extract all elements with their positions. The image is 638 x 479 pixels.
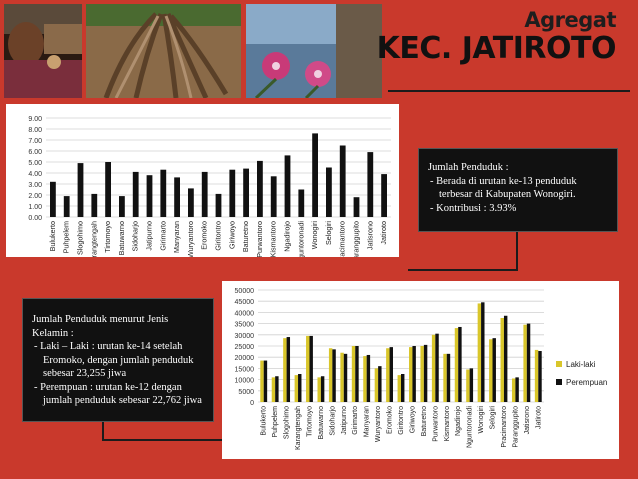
bar-perempuan-giritontro xyxy=(401,374,404,402)
bar-perempuan-selogiri xyxy=(493,338,496,402)
legend-label: Perempuan xyxy=(566,378,608,387)
bar-laki-wonogiri xyxy=(478,303,481,402)
x-tick-label: Slogohimo xyxy=(75,221,85,255)
x-tick-label: Jatisrono xyxy=(365,221,375,251)
bar-paranggupito xyxy=(354,197,360,217)
y-tick-label: 3.00 xyxy=(28,182,42,189)
chart-panel-total xyxy=(6,104,399,257)
bar-perempuan-eromoko xyxy=(390,347,393,402)
bar-puhpelem xyxy=(64,196,70,217)
y-tick-label: 20000 xyxy=(234,355,254,363)
x-tick-label: Slogohimo xyxy=(283,406,291,440)
y-tick-label: 10000 xyxy=(234,377,254,385)
x-tick-label: Tirtomoyo xyxy=(306,406,314,437)
info-total-bullet-2: - Kontribusi : 3.93% xyxy=(430,202,517,214)
bar-laki-ngadirojo xyxy=(455,328,458,402)
bar-pracimantoro xyxy=(340,146,346,218)
x-tick-label: Batuwarno xyxy=(317,406,325,440)
bar-laki-puhpelem xyxy=(272,377,275,402)
y-tick-label: 15000 xyxy=(234,366,254,374)
bar-purwantoro xyxy=(257,161,263,217)
bar-giriwoyo xyxy=(229,170,235,217)
x-tick-label: Giritontro xyxy=(213,221,223,251)
bar-laki-karangtengah xyxy=(295,375,298,402)
info-total-heading: Jumlah Penduduk : xyxy=(428,162,509,173)
bar-perempuan-tirtomoyo xyxy=(309,336,312,402)
bar-perempuan-nguntoronadi xyxy=(470,368,473,402)
woman-portrait-photo xyxy=(4,4,82,98)
y-tick-label: 0.00 xyxy=(28,215,42,222)
x-tick-label: Purwantoro xyxy=(254,221,264,257)
bar-laki-slogohimo xyxy=(283,338,286,402)
x-tick-label: Jatisrono xyxy=(523,406,531,435)
chart-population-by-gender xyxy=(222,281,619,459)
bar-laki-giriwoyo xyxy=(409,347,412,402)
connector-top xyxy=(408,232,517,270)
pink-flowers-photo xyxy=(246,4,382,98)
x-tick-label: Karangtengah xyxy=(89,221,99,257)
x-tick-label: Ngadirojo xyxy=(455,406,463,436)
chart-panel-gender xyxy=(222,281,619,459)
x-tick-label: Pracimantoro xyxy=(337,221,347,257)
bar-perempuan-jatisrono xyxy=(527,324,530,402)
x-tick-label: Nguntoronadi xyxy=(466,406,474,449)
legend-label: Laki-laki xyxy=(566,360,596,369)
y-tick-label: 8.00 xyxy=(28,127,42,134)
title-underline xyxy=(388,90,630,92)
x-tick-label: Bulukerto xyxy=(260,406,268,436)
x-tick-label: Girimarto xyxy=(158,221,168,251)
x-tick-label: Sidoharjo xyxy=(329,406,337,436)
bar-slogohimo xyxy=(78,163,84,217)
x-tick-label: Giriwoyo xyxy=(227,220,237,249)
bar-perempuan-batuwarno xyxy=(321,376,324,402)
bar-laki-giritontro xyxy=(398,375,401,402)
connector-bottom xyxy=(103,422,222,440)
x-tick-label: Giritontro xyxy=(398,406,405,435)
bar-ngadirojo xyxy=(285,155,291,217)
bar-perempuan-puhpelem xyxy=(275,376,278,402)
y-tick-label: 0 xyxy=(250,400,254,407)
bar-giritontro xyxy=(216,194,222,217)
y-tick-label: 35000 xyxy=(234,321,254,329)
y-tick-label: 40000 xyxy=(234,310,254,318)
bar-perempuan-karangtengah xyxy=(298,374,301,402)
bar-wuryantoro xyxy=(188,188,194,217)
x-tick-label: Pracimantoro xyxy=(500,406,508,448)
bar-perempuan-bulukerto xyxy=(264,361,267,402)
x-tick-label: Jatiroto xyxy=(379,221,389,245)
bar-kismantoro xyxy=(271,176,277,217)
x-tick-label: Selogiri xyxy=(489,406,497,430)
bar-laki-pracimantoro xyxy=(501,318,504,402)
tree-roots-photo xyxy=(86,4,241,98)
title-line-1: Agregat xyxy=(524,8,616,32)
x-tick-label: Jatiroto xyxy=(535,406,543,429)
bar-perempuan-wuryantoro xyxy=(378,366,381,402)
x-tick-label: Paranggupito xyxy=(351,221,361,257)
bar-sidoharjo xyxy=(133,172,139,217)
bar-girimarto xyxy=(160,170,166,217)
bar-perempuan-purwantoro xyxy=(435,334,438,402)
bar-nguntoronadi xyxy=(298,190,304,218)
x-tick-label: Baturetno xyxy=(241,221,251,253)
x-tick-label: Paranggupito xyxy=(512,406,520,448)
legend-swatch-perempuan xyxy=(556,379,562,385)
bar-perempuan-sidoharjo xyxy=(332,349,335,402)
bar-selogiri xyxy=(326,168,332,218)
y-tick-label: 6.00 xyxy=(28,149,42,156)
bar-laki-bulukerto xyxy=(260,361,263,402)
info-gender-bullet-1: - Laki – Laki : urutan ke-14 setelah Eromoko, dengan jumlah penduduk sebesar 23,255 jiwa xyxy=(34,341,194,379)
x-tick-label: Eromoko xyxy=(199,221,209,250)
y-tick-label: 5000 xyxy=(238,388,254,396)
bar-laki-girimarto xyxy=(352,346,355,402)
bar-batuwarno xyxy=(119,196,125,217)
x-tick-label: Wonogiri xyxy=(478,406,486,434)
x-tick-label: Nguntoronadi xyxy=(296,221,306,257)
bar-laki-tirtomoyo xyxy=(306,336,309,402)
y-tick-label: 50000 xyxy=(234,288,254,295)
x-tick-label: Wuryantoro xyxy=(185,221,195,257)
bar-wonogiri xyxy=(312,133,318,217)
x-tick-label: Kismantoro xyxy=(443,406,451,442)
x-tick-label: Bulukerto xyxy=(47,221,57,252)
bar-perempuan-girimarto xyxy=(355,346,358,402)
y-tick-label: 4.00 xyxy=(28,171,42,178)
x-tick-label: Wonogiri xyxy=(310,221,320,250)
x-tick-label: Kismantoro xyxy=(268,221,278,257)
slide-title xyxy=(377,8,616,66)
bar-laki-batuwarno xyxy=(317,377,320,402)
info-box-gender xyxy=(22,298,214,422)
bar-jatiroto xyxy=(381,174,387,217)
bar-laki-jatisrono xyxy=(523,325,526,402)
bar-perempuan-slogohimo xyxy=(287,337,290,402)
bar-tirtomoyo xyxy=(105,162,111,217)
bar-laki-jatipurno xyxy=(340,353,343,402)
x-tick-label: Baturetno xyxy=(420,406,428,437)
bar-laki-wuryantoro xyxy=(375,368,378,402)
bar-manyaran xyxy=(174,177,180,217)
bar-laki-purwantoro xyxy=(432,335,435,402)
bar-perempuan-pracimantoro xyxy=(504,316,507,402)
info-gender-bullet-2: - Perempuan : urutan ke-12 dengan jumlah penduduk sebesar 22,762 jiwa xyxy=(34,381,202,406)
x-tick-label: Wuryantoro xyxy=(375,406,383,443)
bar-perempuan-ngadirojo xyxy=(458,327,461,402)
bar-laki-manyaran xyxy=(363,356,366,402)
bar-perempuan-manyaran xyxy=(367,355,370,402)
x-tick-label: Tirtomoyo xyxy=(103,221,113,253)
bar-perempuan-kismantoro xyxy=(447,354,450,402)
bar-karangtengah xyxy=(91,194,97,217)
bar-laki-nguntoronadi xyxy=(466,370,469,402)
bar-perempuan-paranggupito xyxy=(515,377,518,402)
bar-perempuan-giriwoyo xyxy=(412,346,415,402)
chart-total-population xyxy=(6,104,399,257)
x-tick-label: Batuwarno xyxy=(116,221,126,256)
y-tick-label: 45000 xyxy=(234,299,254,307)
bar-laki-baturetno xyxy=(420,346,423,402)
y-tick-label: 1.00 xyxy=(28,204,42,211)
bar-eromoko xyxy=(202,172,208,217)
bar-perempuan-wonogiri xyxy=(481,302,484,402)
info-gender-heading: Jumlah Penduduk menurut Jenis Kelamin : xyxy=(32,314,169,339)
y-tick-label: 5.00 xyxy=(28,160,42,167)
bar-laki-jatiroto xyxy=(535,350,538,402)
x-tick-label: Sidoharjo xyxy=(130,221,140,252)
bar-laki-kismantoro xyxy=(443,354,446,402)
info-box-total xyxy=(418,148,618,232)
bar-laki-paranggupito xyxy=(512,378,515,402)
x-tick-label: Purwantoro xyxy=(432,406,440,442)
x-tick-label: Manyaran xyxy=(172,221,182,253)
bar-bulukerto xyxy=(50,182,56,217)
x-tick-label: Manyaran xyxy=(363,406,371,438)
x-tick-label: Puhpelem xyxy=(272,406,280,438)
info-total-bullet-1: - Berada di urutan ke-13 penduduk terbesar di Kabupaten Wonogiri. xyxy=(430,175,577,200)
bar-jatisrono xyxy=(367,152,373,217)
x-tick-label: Eromoko xyxy=(386,406,394,435)
x-tick-label: Jatipurno xyxy=(144,221,154,251)
x-tick-label: Ngadirojo xyxy=(282,221,292,252)
y-tick-label: 2.00 xyxy=(28,193,42,200)
bar-perempuan-jatipurno xyxy=(344,354,347,402)
x-tick-label: Girimarto xyxy=(352,406,360,435)
y-tick-label: 7.00 xyxy=(28,138,42,145)
x-tick-label: Puhpelem xyxy=(61,221,71,254)
y-tick-label: 9.00 xyxy=(28,116,42,123)
x-tick-label: Selogiri xyxy=(323,221,333,245)
x-tick-label: Jatipurno xyxy=(340,406,348,435)
x-tick-label: Giriwoyo xyxy=(409,406,417,434)
bar-laki-selogiri xyxy=(489,339,492,402)
bar-baturetno xyxy=(243,169,249,217)
bar-laki-eromoko xyxy=(386,348,389,402)
bar-jatipurno xyxy=(147,175,153,217)
y-tick-label: 30000 xyxy=(234,332,254,340)
y-tick-label: 25000 xyxy=(234,344,254,351)
legend-swatch-laki xyxy=(556,361,562,367)
title-line-2: KEC. JATIROTO xyxy=(376,31,616,66)
bar-perempuan-jatiroto xyxy=(538,351,541,402)
bar-perempuan-baturetno xyxy=(424,345,427,402)
bar-laki-sidoharjo xyxy=(329,348,332,402)
x-tick-label: Karangtengah xyxy=(295,406,303,450)
